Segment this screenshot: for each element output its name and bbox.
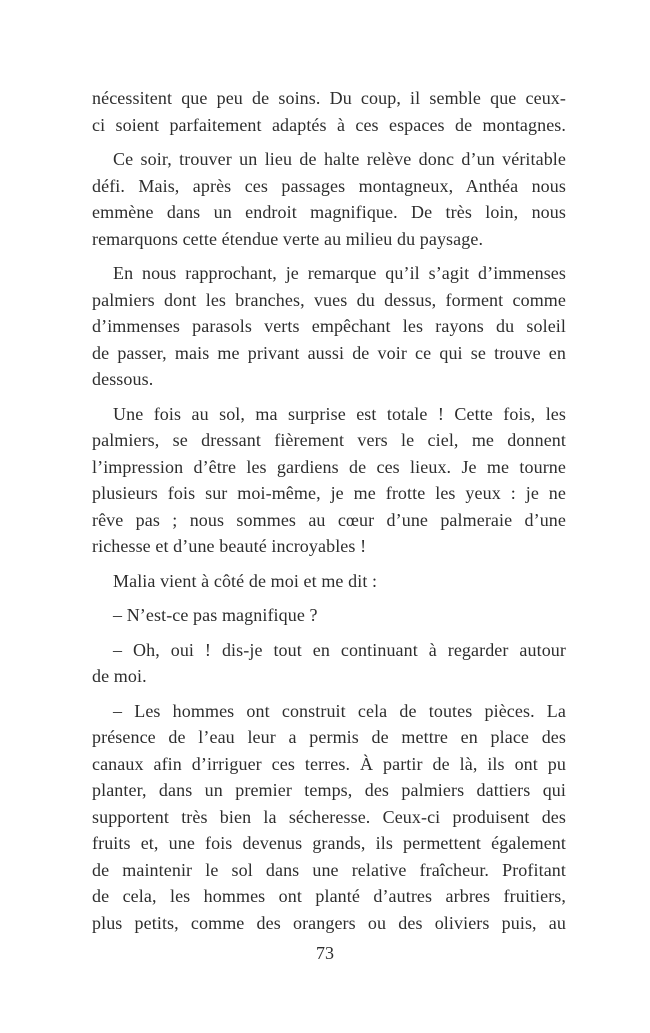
text-line: planter, dans un premier temps, des palmiers dattiers qui — [92, 780, 566, 800]
text-line: palmiers dont les branches, vues du dessus, forment comme — [92, 289, 566, 310]
text-line: En nous rapprochant, je remarque qu’il s’agit d’immenses — [113, 263, 566, 283]
paragraph — [92, 85, 566, 138]
text-line: richesse et d’une beauté incroyables ! — [92, 536, 367, 556]
text-line: nécessitent que peu de soins. Du coup, il semble que ceux- — [92, 88, 566, 108]
text-line: supportent très bien la sécheresse. Ceux-ci produisent des — [92, 806, 566, 827]
text-line: Ce soir, trouver un lieu de halte relève donc d’un véritable — [113, 149, 566, 169]
text-line: de moi. — [92, 666, 147, 686]
paragraph — [92, 568, 566, 595]
text-line: l’impression d’être les gardiens de ces lieux. Je me tourne — [92, 456, 566, 477]
text-line: canaux afin d’irriguer ces terres. À partir de là, ils ont pu — [92, 753, 566, 774]
text-line: – N’est-ce pas magnifique ? — [113, 605, 318, 625]
text-line: Une fois au sol, ma surprise est totale ! Cette fois, les — [113, 403, 566, 424]
text-line: – Oh, oui ! dis-je tout en continuant à regarder autour — [113, 639, 566, 660]
paragraph — [92, 602, 566, 629]
text-line: ci soient parfaitement adaptés à ces espaces de montagnes. — [92, 114, 566, 135]
text-line: palmiers, se dressant fièrement vers le ciel, me donnent — [92, 430, 566, 450]
text-line: défi. Mais, après ces passages montagneux, Anthéa nous — [92, 175, 566, 196]
text-line: rêve pas ; nous sommes au cœur d’une palmeraie d’une — [92, 509, 566, 530]
text-line: plusieurs fois sur moi-même, je me frotte les yeux : je ne — [92, 483, 566, 503]
text-line: de passer, mais me privant aussi de voir ce qui se trouve en — [92, 342, 566, 363]
paragraph — [92, 260, 566, 393]
text-line: remarquons cette étendue verte au milieu du paysage. — [92, 228, 484, 249]
paragraph — [92, 698, 566, 937]
text-line: emmène dans un endroit magnifique. De très loin, nous — [92, 202, 566, 222]
text-line: de cela, les hommes ont planté d’autres arbres fruitiers, — [92, 886, 566, 906]
text-line: présence de l’eau leur a permis de mettre en place des — [92, 727, 566, 747]
text-line: de maintenir le sol dans une relative fraîcheur. Profitant — [92, 859, 566, 880]
text-line: d’immenses parasols verts empêchant les rayons du soleil — [92, 316, 566, 336]
paragraph — [92, 637, 566, 690]
text-line: – Les hommes ont construit cela de toutes pièces. La — [113, 700, 566, 721]
paragraph — [92, 146, 566, 252]
text-line: plus petits, comme des orangers ou des oliviers puis, au — [92, 912, 566, 933]
page-number: 73 — [316, 943, 334, 963]
page-text-block — [92, 85, 566, 936]
paragraph — [92, 401, 566, 560]
text-line: Malia vient à côté de moi et me dit : — [113, 570, 378, 591]
text-line: fruits et, une fois devenus grands, ils permettent également — [92, 833, 566, 853]
text-line: dessous. — [92, 369, 154, 389]
